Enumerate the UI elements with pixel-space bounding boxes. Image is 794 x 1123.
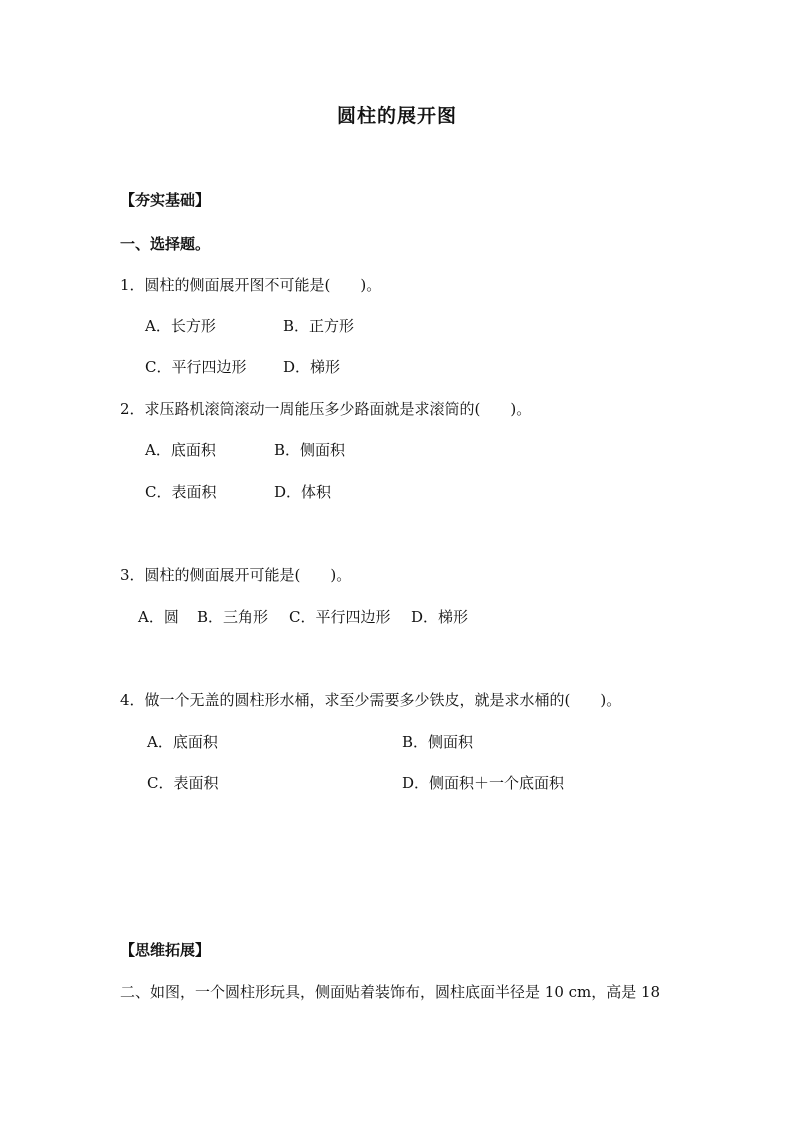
question-1-option-a: A．长方形 [145,317,216,335]
question-3-option-c: C．平行四边形 [289,608,391,626]
question-3-stem: 3．圆柱的侧面展开可能是( )。 [120,566,352,584]
question-2-stem: 2．求压路机滚筒滚动一周能压多少路面就是求滚筒的( )。 [120,400,532,418]
question-2-option-c: C．表面积 [145,483,217,501]
page-title: 圆柱的展开图 [336,105,457,127]
question-1-option-c: C．平行四边形 [145,358,247,376]
question-1-option-b: B．正方形 [283,317,355,335]
question-4-option-a: A．底面积 [147,733,218,751]
question-2-option-b: B．侧面积 [274,441,346,459]
question-3-option-a: A．圆 [138,608,179,626]
part-2-question-stem: 二、如图，一个圆柱形玩具，侧面贴着装饰布，圆柱底面半径是 10 cm，高是 18 [120,983,661,1001]
part-heading-choice: 一、选择题。 [120,235,211,253]
question-1-stem: 1．圆柱的侧面展开图不可能是( )。 [120,276,382,294]
question-3-option-b: B．三角形 [197,608,269,626]
question-4-option-c: C．表面积 [147,774,219,792]
question-4-stem: 4．做一个无盖的圆柱形水桶，求至少需要多少铁皮，就是求水桶的( )。 [120,691,622,709]
question-2-option-d: D．体积 [274,483,332,501]
question-4-option-b: B．侧面积 [402,733,474,751]
section-heading-basics: 【夯实基础】 [120,191,211,209]
question-3-option-d: D．梯形 [411,608,469,626]
question-1-option-d: D．梯形 [283,358,341,376]
question-4-option-d: D．侧面积＋一个底面积 [402,774,565,792]
question-2-option-a: A．底面积 [145,441,216,459]
section-heading-extension: 【思维拓展】 [120,941,211,959]
